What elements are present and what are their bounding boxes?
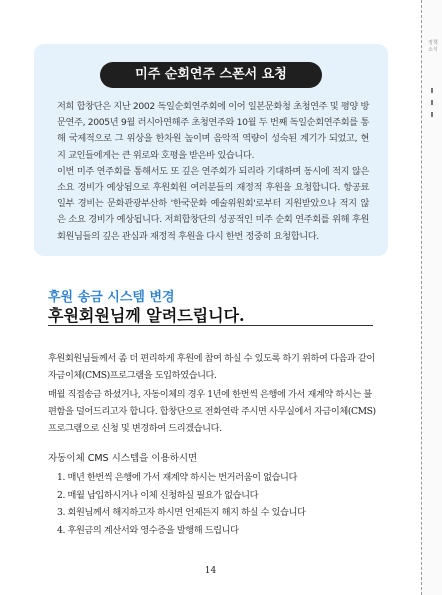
side-dash bbox=[431, 100, 433, 105]
box-paragraph-1: 저희 합창단은 지난 2002 독일순회연주회에 이어 일본문화청 초청연주 및 평양 방문연주, 2005년 9월 러시아연해주 초청연주와 10월 두 번째 독일순회연주회를 통해 국제적으로 그 위상을 한차원 높이며 음악적 역량이 성숙된 계기가 되었고, 현지 교인들에게는 큰 위로와 호평을 받은바 있습니다. bbox=[57, 101, 369, 161]
list-title: 자동이체 CMS 시스템을 이용하시면 bbox=[48, 453, 198, 464]
body-paragraph-2: 매월 직접송금 하셨거나, 자동이체의 경우 1년에 한번씩 은행에 가서 재계약 하시는 불편함을 덜어드리고자 합니다. 합창단으로 전화연락 주시면 사무실에서 자금이체(CMS)프로그램으로 신청 및 변경하여 드리겠습니다. bbox=[48, 389, 376, 434]
side-dash bbox=[431, 112, 433, 117]
body-paragraph-1: 후원회원님들께서 좀 더 편리하게 후원에 참여 하실 수 있도록 하기 위하여 다음과 같이 자금이체(CMS)프로그램을 도입하였습니다. bbox=[48, 353, 375, 381]
box-body bbox=[57, 99, 369, 245]
benefit-list bbox=[57, 469, 305, 539]
list-item: 1. 매년 한번씩 은행에 가서 재계약 하시는 번거러움이 없습니다 bbox=[57, 472, 298, 483]
box-title: 미주 순회연주 스폰서 요청 bbox=[100, 62, 322, 88]
list-item: 4. 후원금의 계산서와 영수증을 발행해 드립니다 bbox=[57, 524, 239, 536]
box-paragraph-2: 이번 미주 연주회를 통해서도 또 깊은 연주회가 되리라 기대하며 동시에 적지 않은 소요 경비가 예상됨으로 후원회원 여러분들의 재정적 후원을 요청합니다. 항공료 일부 경비는 문화관광부산하 '한국문화 예술위원회'로부터 지원받았으나 적지 않은 소요 경비가 예상됩니다. 저희합창단의 성공적인 미주 순회 연주회를 위해 후원회원님들의 깊은 관심과 재정적 후원을 다시 한번 정중히 요청합니다. bbox=[57, 165, 369, 242]
section-heading: 후원 송금 시스템 변경 bbox=[48, 290, 175, 305]
section-subheading: 후원회원님께 알려드립니다. bbox=[48, 306, 245, 325]
list-item: 2. 매월 납입하시거나 이체 신청하실 필요가 없습니다 bbox=[57, 489, 259, 501]
side-dash bbox=[431, 88, 433, 93]
divider-line bbox=[48, 325, 373, 326]
side-tab-label: 정책소식 bbox=[428, 40, 438, 53]
page-number: 14 bbox=[204, 566, 217, 576]
list-item: 3. 회원님께서 해지하고자 하시면 언제든지 해지 하실 수 있습니다 bbox=[57, 507, 306, 518]
